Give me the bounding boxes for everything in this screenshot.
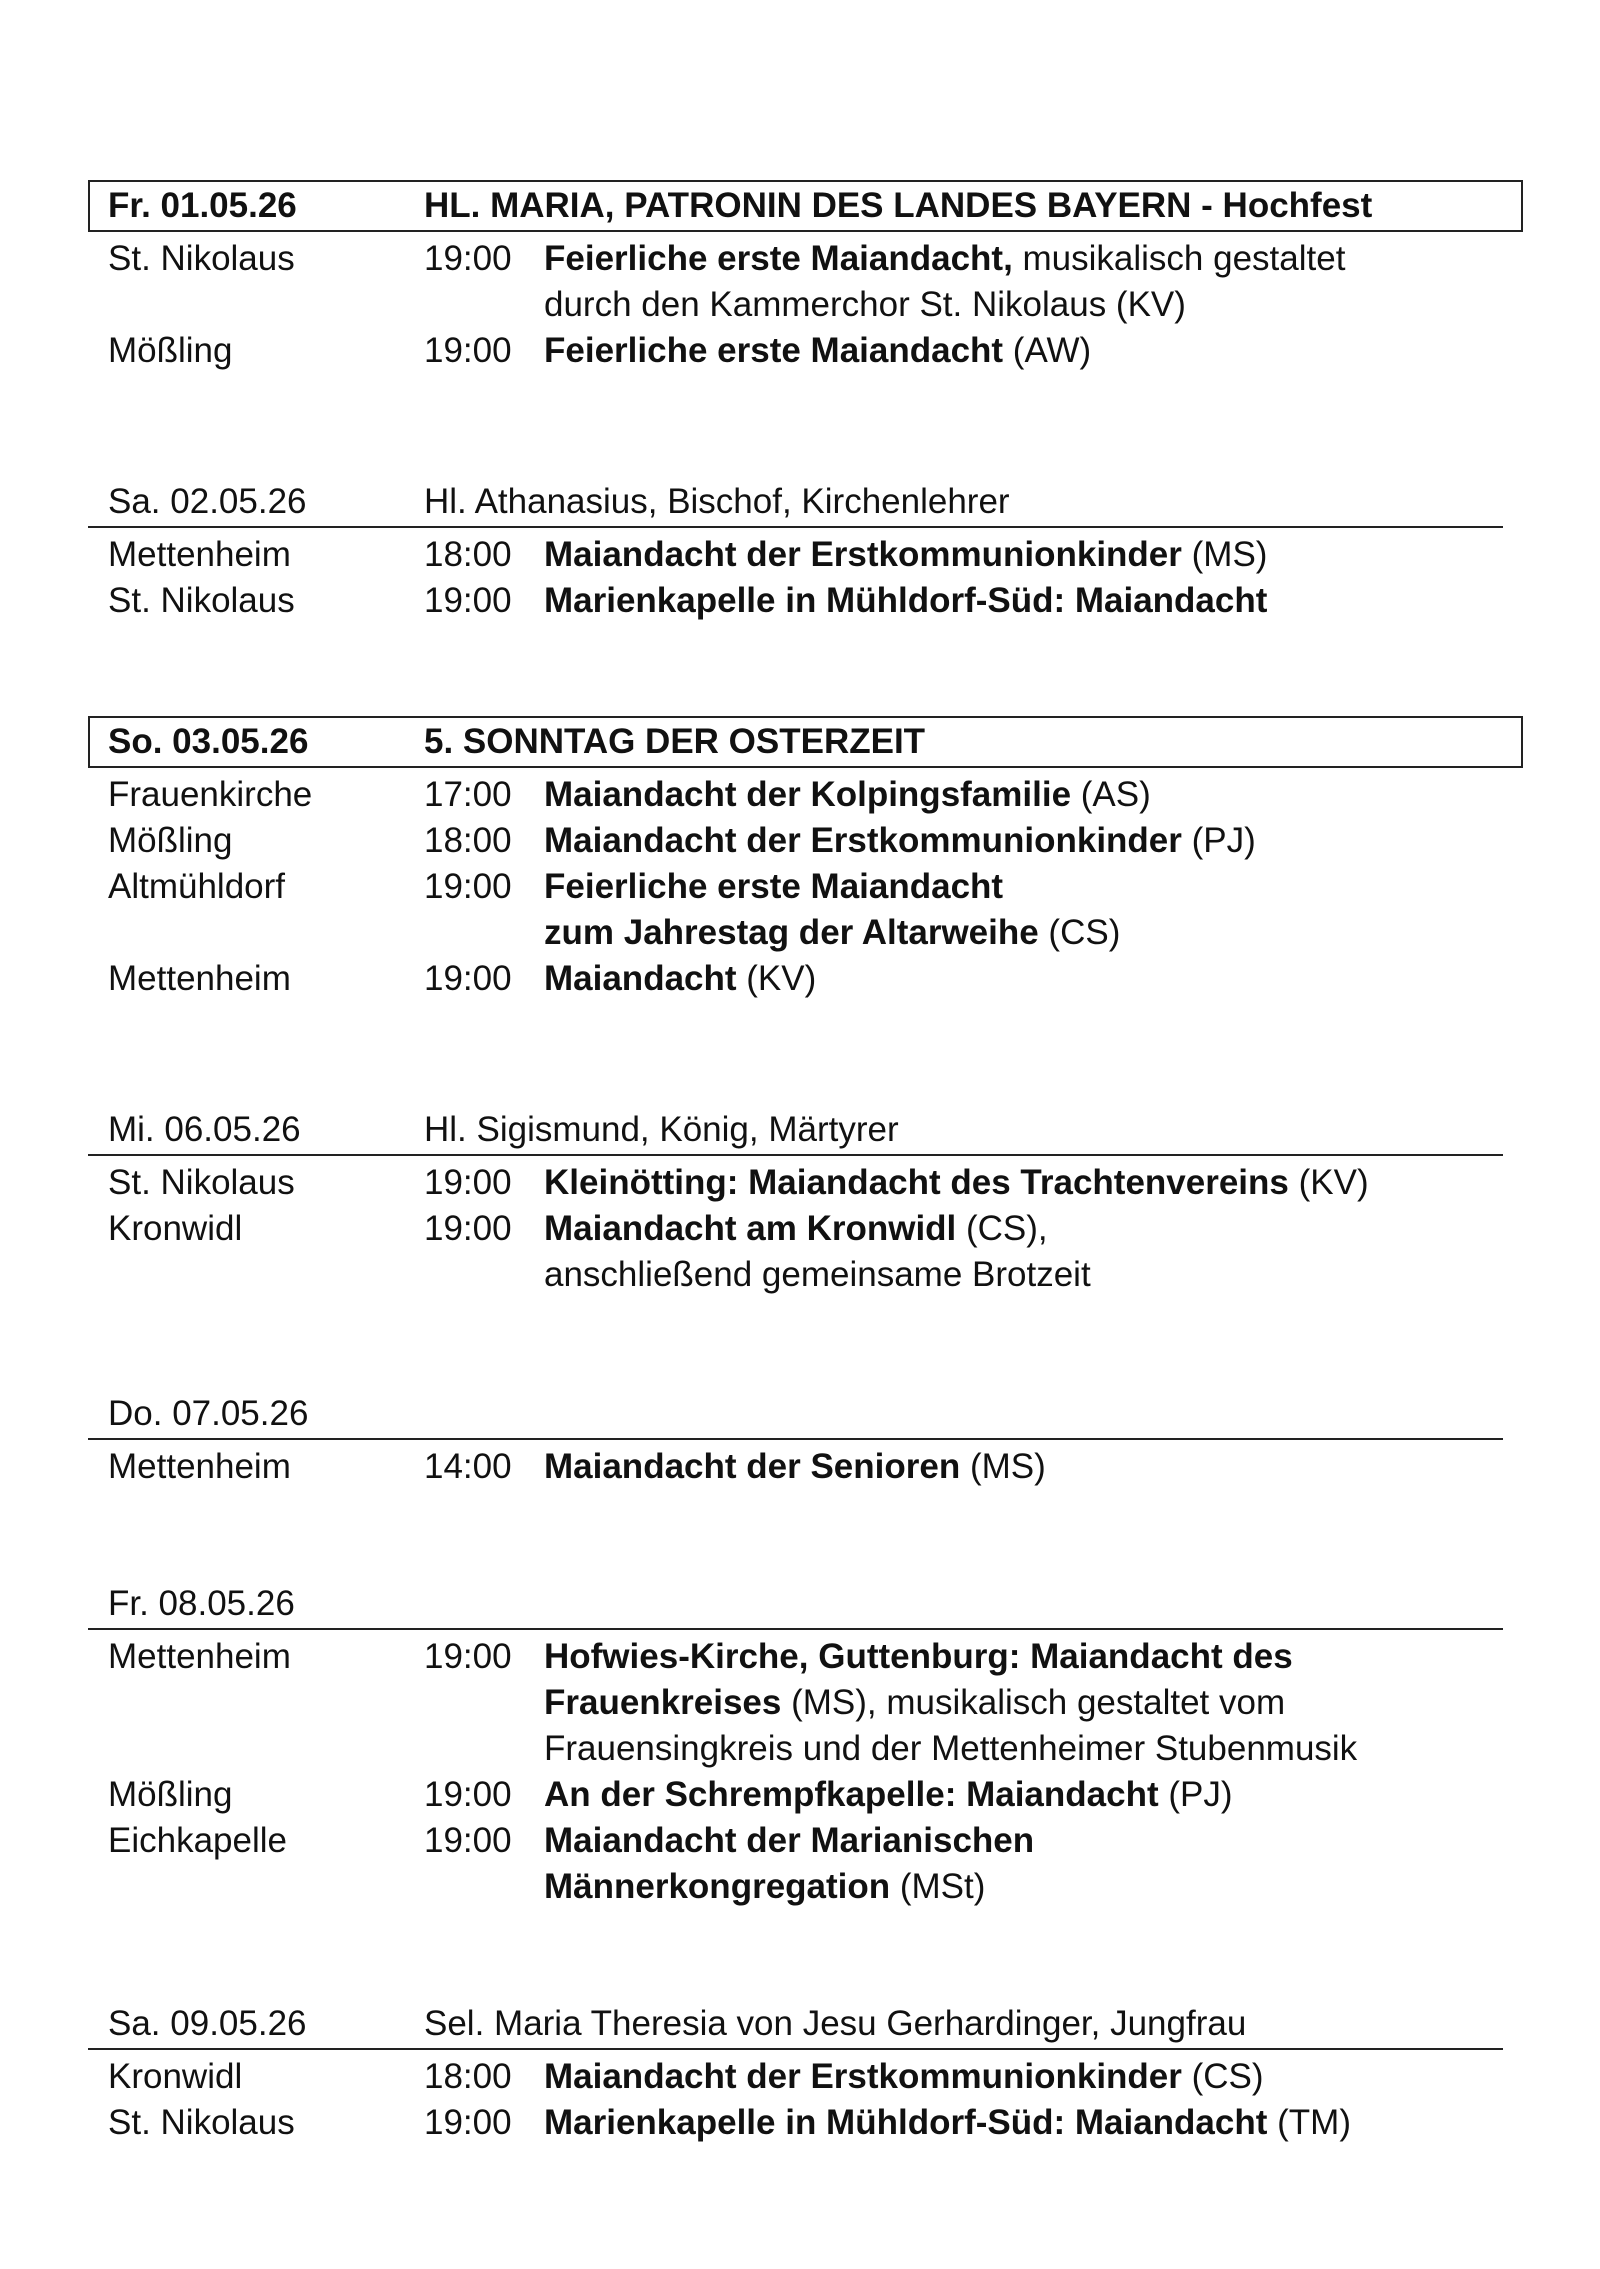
list-item <box>88 1634 1523 1772</box>
entry-description <box>544 328 1544 374</box>
day-feast: Hl. Athanasius, Bischof, Kirchenlehrer <box>424 482 1010 521</box>
entry-description <box>544 2054 1544 2100</box>
day-header <box>88 180 1523 232</box>
entry-place: Mettenheim <box>108 1637 291 1676</box>
entry-time: 19:00 <box>424 1821 512 1860</box>
entry-note: (CS) <box>1181 2057 1264 2096</box>
entry-title: Maiandacht der Erstkommunionkinder <box>544 2057 1182 2096</box>
entry-title: Hofwies-Kirche, Guttenburg: Maiandacht des <box>544 1637 1293 1676</box>
entry-list <box>88 236 1523 374</box>
list-item <box>88 236 1523 328</box>
day-header <box>88 476 1503 528</box>
entry-title: Feierliche erste Maiandacht <box>544 867 1004 906</box>
day-date: Do. 07.05.26 <box>108 1394 309 1433</box>
entry-time: 18:00 <box>424 535 512 574</box>
entry-description <box>544 236 1544 328</box>
entry-note: (MS), musikalisch gestaltet vom <box>781 1683 1286 1722</box>
entry-note: (TM) <box>1267 2103 1351 2142</box>
list-item <box>88 1444 1523 1490</box>
day-date: Fr. 01.05.26 <box>108 186 297 225</box>
entry-place: Mettenheim <box>108 535 291 574</box>
entry-title: Maiandacht der Kolpingsfamilie <box>544 775 1072 814</box>
entry-place: Mößling <box>108 331 233 370</box>
entry-list <box>88 1160 1523 1298</box>
entry-time: 19:00 <box>424 959 512 998</box>
day-date: Sa. 09.05.26 <box>108 2004 307 2043</box>
entry-place: Mettenheim <box>108 959 291 998</box>
entry-note: Frauensingkreis und der Mettenheimer Stubenmusik <box>544 1729 1358 1768</box>
list-item <box>88 956 1523 1002</box>
entry-time: 19:00 <box>424 1163 512 1202</box>
entry-title: Marienkapelle in Mühldorf-Süd: Maiandacht <box>544 581 1268 620</box>
entry-time: 19:00 <box>424 1209 512 1248</box>
entry-place: Mößling <box>108 1775 233 1814</box>
entry-description <box>544 1206 1544 1298</box>
entry-description <box>544 2100 1544 2146</box>
entry-title: Maiandacht der Erstkommunionkinder <box>544 821 1182 860</box>
entry-place: St. Nikolaus <box>108 581 295 620</box>
list-item <box>88 818 1523 864</box>
day-block <box>88 1578 1523 1910</box>
entry-title: Maiandacht der Erstkommunionkinder <box>544 535 1182 574</box>
entry-title: Maiandacht der Marianischen <box>544 1821 1035 1860</box>
day-header <box>88 1578 1503 1630</box>
entry-note: anschließend gemeinsame Brotzeit <box>544 1255 1091 1294</box>
entry-title: zum Jahrestag der Altarweihe <box>544 913 1039 952</box>
entry-note: (MSt) <box>890 1867 986 1906</box>
entry-note: musikalisch gestaltet <box>1012 239 1346 278</box>
entry-note: (CS) <box>1038 913 1121 952</box>
entry-title: Maiandacht <box>544 959 737 998</box>
entry-title: Maiandacht der Senioren <box>544 1447 961 1486</box>
entry-note: (KV) <box>1288 1163 1369 1202</box>
entry-description <box>544 1160 1544 1206</box>
entry-time: 14:00 <box>424 1447 512 1486</box>
day-feast: Hl. Sigismund, König, Märtyrer <box>424 1110 899 1149</box>
entry-note: (MS) <box>1181 535 1268 574</box>
entry-note: (PJ) <box>1158 1775 1233 1814</box>
entry-place: Kronwidl <box>108 1209 243 1248</box>
entry-time: 17:00 <box>424 775 512 814</box>
entry-place: Mößling <box>108 821 233 860</box>
entry-note: (KV) <box>736 959 817 998</box>
entry-title: Feierliche erste Maiandacht, <box>544 239 1013 278</box>
day-header <box>88 716 1523 768</box>
list-item <box>88 2054 1523 2100</box>
entry-place: Eichkapelle <box>108 1821 287 1860</box>
list-item <box>88 532 1523 578</box>
entry-description <box>544 578 1544 624</box>
day-block <box>88 1388 1523 1490</box>
day-block <box>88 476 1523 624</box>
entry-place: Altmühldorf <box>108 867 286 906</box>
entry-description <box>544 956 1544 1002</box>
entry-time: 19:00 <box>424 867 512 906</box>
entry-title: Kleinötting: Maiandacht des Trachtenvereins <box>544 1163 1289 1202</box>
entry-list <box>88 1444 1523 1490</box>
day-date: Sa. 02.05.26 <box>108 482 307 521</box>
day-feast: HL. MARIA, PATRONIN DES LANDES BAYERN - Hochfest <box>424 186 1373 225</box>
entry-note: (PJ) <box>1181 821 1256 860</box>
list-item <box>88 1818 1523 1910</box>
entry-time: 19:00 <box>424 1637 512 1676</box>
day-feast: 5. SONNTAG DER OSTERZEIT <box>424 722 926 761</box>
entry-title: Feierliche erste Maiandacht <box>544 331 1004 370</box>
day-date: Fr. 08.05.26 <box>108 1584 295 1623</box>
entry-time: 19:00 <box>424 2103 512 2142</box>
entry-place: St. Nikolaus <box>108 1163 295 1202</box>
entry-note: (AS) <box>1071 775 1151 814</box>
entry-note: (AW) <box>1003 331 1092 370</box>
entry-list <box>88 772 1523 1002</box>
day-block <box>88 1104 1523 1298</box>
list-item <box>88 772 1523 818</box>
entry-time: 19:00 <box>424 331 512 370</box>
entry-time: 19:00 <box>424 1775 512 1814</box>
entry-time: 18:00 <box>424 821 512 860</box>
entry-description <box>544 1444 1544 1490</box>
entry-description <box>544 532 1544 578</box>
entry-description <box>544 818 1544 864</box>
entry-description <box>544 864 1544 956</box>
entry-place: St. Nikolaus <box>108 239 295 278</box>
list-item <box>88 578 1523 624</box>
list-item <box>88 1206 1523 1298</box>
day-header <box>88 1104 1503 1156</box>
entry-place: Mettenheim <box>108 1447 291 1486</box>
entry-title: Maiandacht am Kronwidl <box>544 1209 957 1248</box>
entry-description <box>544 1772 1544 1818</box>
entry-note: (MS) <box>960 1447 1046 1486</box>
entry-time: 19:00 <box>424 239 512 278</box>
entry-place: Frauenkirche <box>108 775 313 814</box>
entry-note: (CS), <box>956 1209 1048 1248</box>
day-header <box>88 1998 1503 2050</box>
entry-time: 19:00 <box>424 581 512 620</box>
entry-place: St. Nikolaus <box>108 2103 295 2142</box>
day-feast: Sel. Maria Theresia von Jesu Gerhardinger, Jungfrau <box>424 2004 1247 2043</box>
day-date: Mi. 06.05.26 <box>108 1110 301 1149</box>
entry-title: An der Schrempfkapelle: Maiandacht <box>544 1775 1159 1814</box>
list-item <box>88 1160 1523 1206</box>
entry-title: Männerkongregation <box>544 1867 891 1906</box>
list-item <box>88 328 1523 374</box>
day-block <box>88 1998 1523 2146</box>
entry-note: durch den Kammerchor St. Nikolaus (KV) <box>544 285 1186 324</box>
entry-description <box>544 1634 1544 1772</box>
list-item <box>88 1772 1523 1818</box>
entry-description <box>544 1818 1544 1910</box>
day-block <box>88 716 1523 1002</box>
list-item <box>88 864 1523 956</box>
entry-title: Marienkapelle in Mühldorf-Süd: Maiandacht <box>544 2103 1268 2142</box>
day-block <box>88 180 1523 374</box>
day-date: So. 03.05.26 <box>108 722 309 761</box>
entry-title: Frauenkreises <box>544 1683 782 1722</box>
list-item <box>88 2100 1523 2146</box>
entry-description <box>544 772 1544 818</box>
entry-list <box>88 2054 1523 2146</box>
entry-time: 18:00 <box>424 2057 512 2096</box>
entry-place: Kronwidl <box>108 2057 243 2096</box>
day-header <box>88 1388 1503 1440</box>
entry-list <box>88 532 1523 624</box>
entry-list <box>88 1634 1523 1910</box>
